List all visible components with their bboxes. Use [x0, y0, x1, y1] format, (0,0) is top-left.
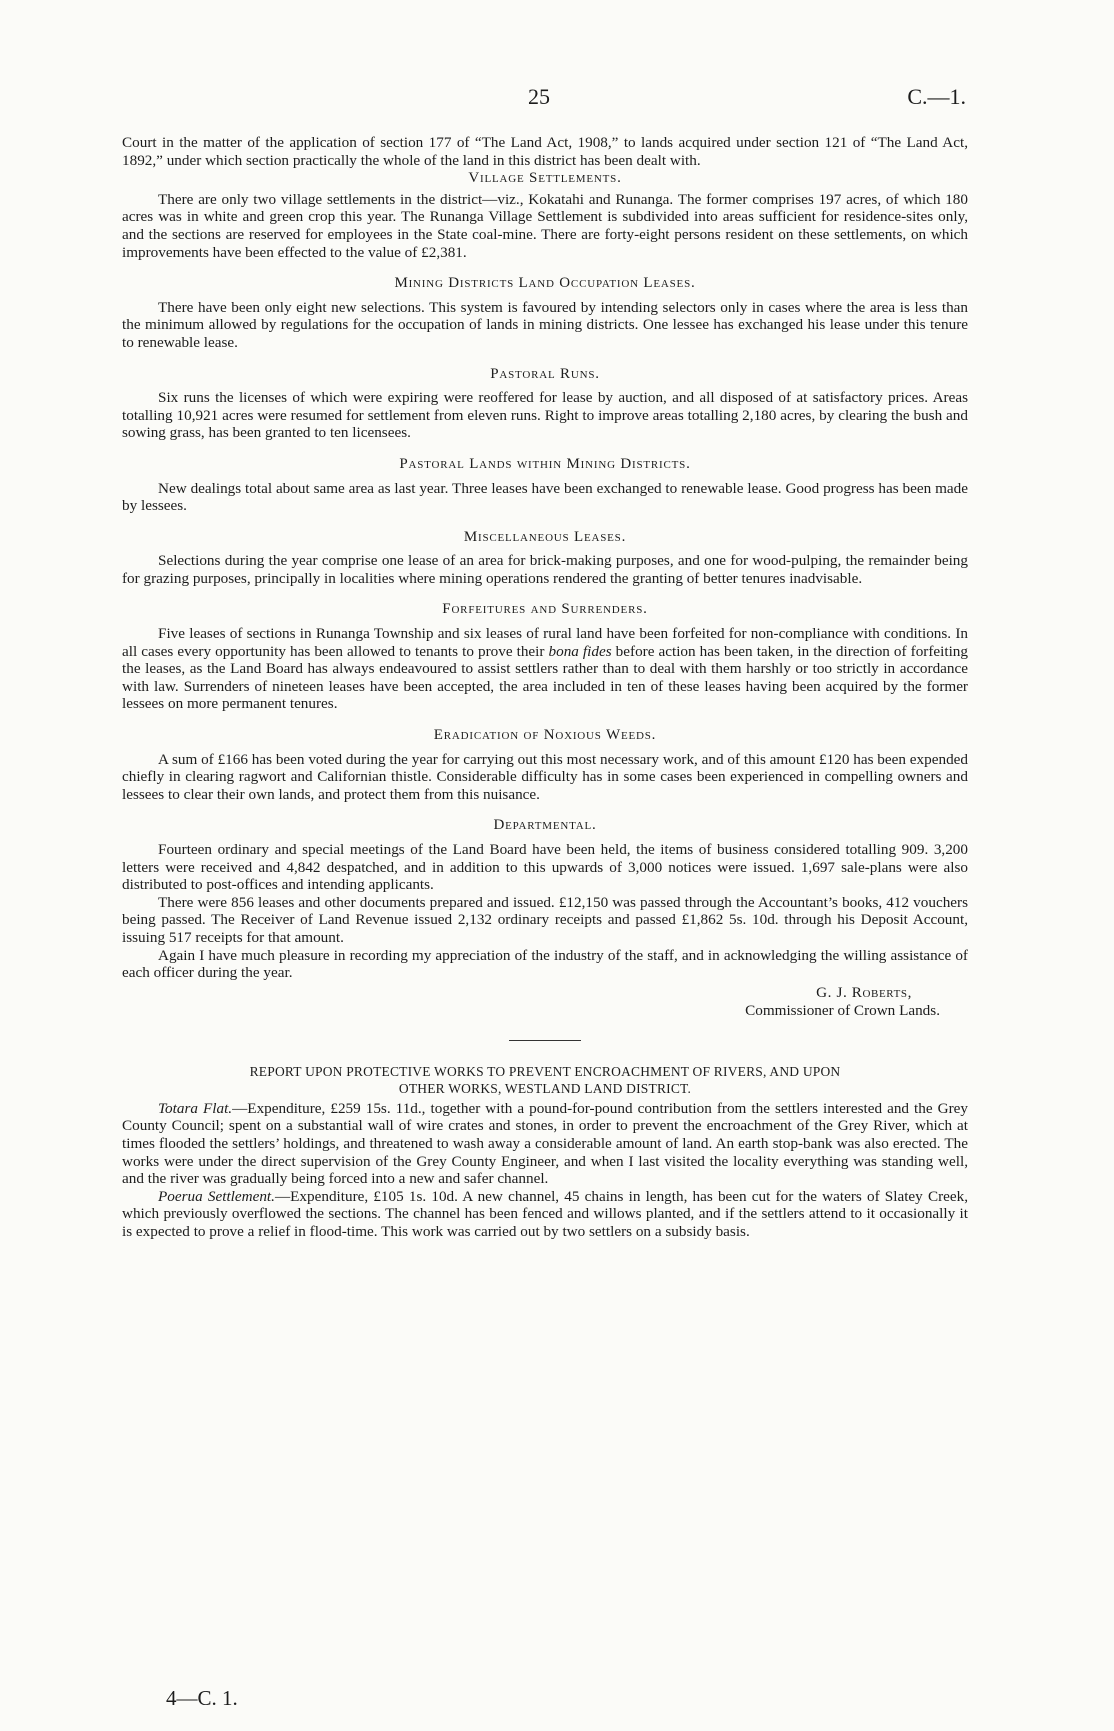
poerua-settlement-text: —Expenditure, £105 1s. 10d. A new channel, 45 chains in length, has been cut for the waters of Slatey Creek, which previously overflowed the sections. The channel has been fenced and willows planted, and if the settlers attend to it occasionally it is expected to prove a relief in flood-time. This work was carried out by two settlers on a subsidy basis.: [122, 1187, 968, 1240]
heading-pastoral-runs: Pastoral Runs.: [490, 365, 600, 382]
signatory-title: Commissioner of Crown Lands.: [745, 1001, 940, 1019]
noxious-weeds-paragraph: A sum of £166 has been voted during the year for carrying out this most necessary work, and of this amount £120 has been expended chiefly in clearing ragwort and Californian thistle. Considerable difficulty has in some cases been experienced in compelling owners and lessees to clear their own lands, and protect them from this nuisance.: [122, 750, 968, 803]
pastoral-lands-paragraph: New dealings total about same area as last year. Three leases have been exchanged to renewable lease. Good progress has been made by lessees.: [122, 479, 968, 515]
section-divider: [509, 1040, 581, 1041]
mining-districts-paragraph: There have been only eight new selections. This system is favoured by intending selectors only in cases where the area is less than the minimum allowed by regulations for the occupation of lands in mining districts. One lessee has exchanged his lease under this tenure to renewable lease.: [122, 298, 968, 351]
heading-miscellaneous-leases: Miscellaneous Leases.: [463, 528, 627, 545]
intro-paragraph: Court in the matter of the application of section 177 of “The Land Act, 1908,” to lands acquired under section 121 of “The Land Act, 1892,” under which section practically the whole of the land in this district has been dealt with.: [122, 134, 968, 169]
heading-noxious-weeds: Eradication of Noxious Weeds.: [433, 727, 657, 744]
page-header: [0, 84, 1114, 114]
totara-flat-label: Totara Flat.: [158, 1099, 233, 1117]
forfeitures-text-1: Five leases of sections in Runanga Township and six leases of rural land have been forfeited for non-compliance with conditions. In all cases every opportunity has been allowed to tenants to prove their: [122, 625, 968, 660]
heading-forfeitures: Forfeitures and Surrenders.: [442, 601, 648, 618]
page-content: [122, 134, 968, 1241]
signature-mark: 4—C. 1.: [166, 1686, 238, 1710]
pastoral-runs-paragraph: Six runs the licenses of which were expiring were reoffered for lease by auction, and all disposed of at satisfactory prices. Areas totalling 10,921 acres were resumed for settlement from eleven runs. Right to improve areas totalling 2,180 acres, by clearing the bush and sowing grass, has been granted to ten licensees.: [122, 389, 968, 442]
heading-mining-districts: Mining Districts Land Occupation Leases.: [394, 275, 696, 292]
departmental-paragraph-2: There were 856 leases and other documents prepared and issued. £12,150 was passed through the Accountant’s books, 412 vouchers being passed. The Receiver of Land Revenue issued 2,132 ordinary receipts and passed £1,862 5s. 10d. through his Deposit Account, issuing 517 receipts for that amount.: [122, 893, 968, 946]
heading-pastoral-lands: Pastoral Lands within Mining Districts.: [399, 455, 691, 472]
document-reference: C.—1.: [907, 84, 966, 109]
forfeitures-italic: bona fides: [548, 642, 612, 660]
page-number: 25: [528, 84, 550, 109]
heading-departmental: Departmental.: [493, 817, 597, 834]
report-title-line-2: OTHER WORKS, WESTLAND LAND DISTRICT.: [398, 1080, 692, 1096]
signatory-name: G. J. Roberts,: [816, 983, 912, 1001]
miscellaneous-leases-paragraph: Selections during the year comprise one lease of an area for brick-making purposes, and one for wood-pulping, the remainder being for grazing purposes, principally in localities where mining operations rendered the granting of better tenures inadvisable.: [122, 552, 968, 587]
departmental-paragraph-3: Again I have much pleasure in recording my appreciation of the industry of the staff, and in acknowledging the willing assistance of each officer during the year.: [122, 946, 968, 982]
totara-flat-text: —Expenditure, £259 15s. 11d., together with a pound-for-pound contribution from the settlers interested and the Grey County Council; spent on a substantial wall of wire crates and stones, in order to prevent the encroachment of the Grey River, which at times flooded the settlers’ holdings, and threatened to wash away a considerable amount of land. An earth stop-bank was also erected. The works were under the direct supervision of the Grey County Engineer, and when I last visited the locality everything was standing well, and the river was gradually being forced into a new and safer channel.: [122, 1099, 968, 1188]
report-title: [122, 1063, 968, 1097]
poerua-settlement-label: Poerua Settlement.: [158, 1187, 275, 1205]
departmental-paragraph-1: Fourteen ordinary and special meetings of the Land Board have been held, the items of business considered totalling 909. 3,200 letters were received and 4,842 despatched, and in addition to this upwards of 3,000 notices were issued. 1,697 sale-plans were also distributed to post-offices and intending applicants.: [122, 841, 968, 894]
totara-flat-paragraph: [122, 1100, 968, 1188]
forfeitures-paragraph: [122, 625, 968, 713]
forfeitures-text-2: before action has been taken, in the direction of forfeiting the leases, as the Land Board has always endeavoured to assist settlers rather than to deal with them harshly or too strictly in accordance with law. Surrenders of nineteen leases have been accepted, the area included in ten of these leases having been acquired by the former lessees on more permanent tenures.: [122, 642, 968, 713]
heading-village-settlements: Village Settlements.: [468, 170, 622, 187]
poerua-settlement-paragraph: [122, 1188, 968, 1241]
village-settlements-paragraph: There are only two village settlements in the district—viz., Kokatahi and Runanga. The former comprises 197 acres, of which 180 acres was in white and green crop this year. The Runanga Village Settlement is subdivided into areas sufficient for residence-sites only, and the sections are reserved for employees in the State coal-mine. There are forty-eight persons resident on these settlements, on which improvements have been effected to the value of £2,381.: [122, 190, 968, 261]
report-title-line-1: REPORT UPON PROTECTIVE WORKS TO PREVENT ENCROACHMENT OF RIVERS, AND UPON: [249, 1063, 841, 1079]
signature-block: [122, 984, 968, 1020]
